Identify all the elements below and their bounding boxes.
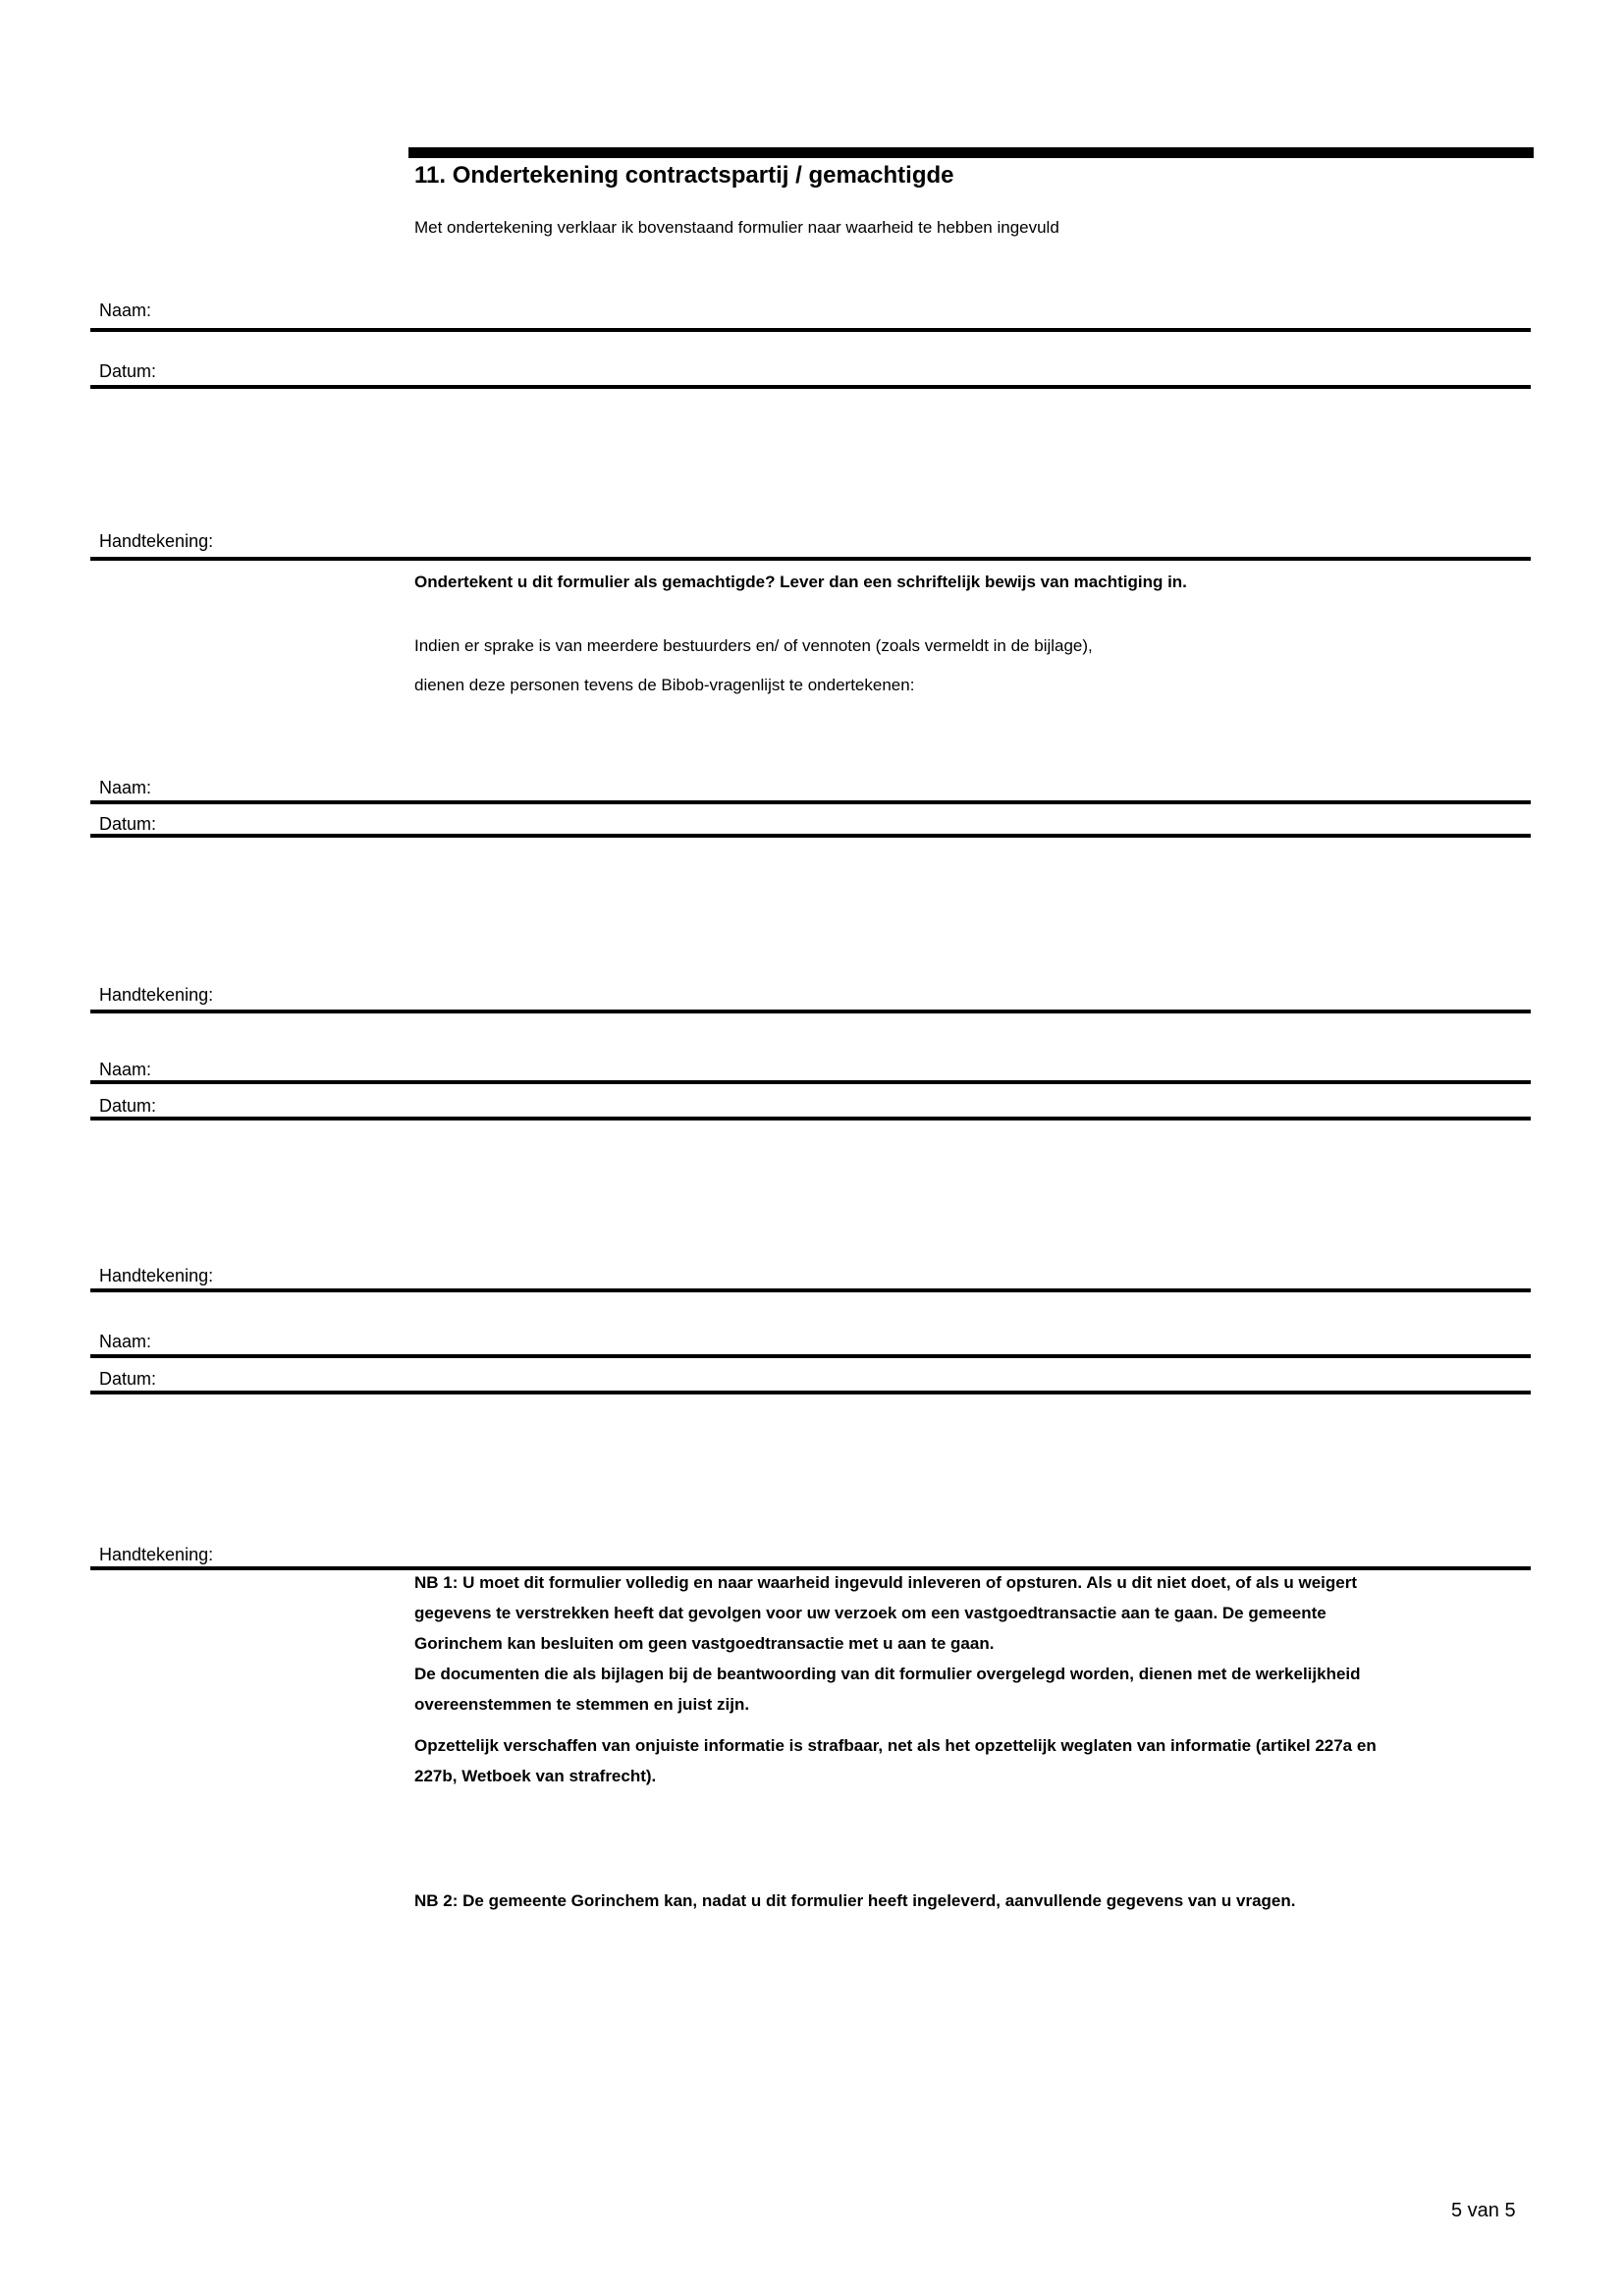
naam-label: Naam: [99, 778, 152, 797]
datum-label: Datum: [99, 1096, 157, 1116]
naam-field-line[interactable] [90, 328, 1531, 332]
nb1-line-5: overeenstemmen te stemmen en juist zijn. [414, 1695, 750, 1714]
handtekening-field-line[interactable] [90, 1288, 1531, 1292]
handtekening-label: Handtekening: [99, 985, 214, 1005]
nb1-line-1: NB 1: U moet dit formulier volledig en naar waarheid ingevuld inleveren of opsturen. Als u dit niet doet, of als u weigert [414, 1573, 1358, 1592]
datum-label: Datum: [99, 814, 157, 834]
naam-label: Naam: [99, 1332, 152, 1351]
datum-label: Datum: [99, 1369, 157, 1389]
handtekening-field-line[interactable] [90, 1566, 1531, 1570]
handtekening-field-line[interactable] [90, 1010, 1531, 1013]
naam-label: Naam: [99, 1060, 152, 1079]
handtekening-label: Handtekening: [99, 1545, 214, 1564]
naam-field-line[interactable] [90, 800, 1531, 804]
nb2-paragraph: NB 2: De gemeente Gorinchem kan, nadat u dit formulier heeft ingeleverd, aanvullende gegevens van u vragen. [414, 1891, 1296, 1910]
handtekening-label: Handtekening: [99, 1266, 214, 1285]
section-header-bar [408, 147, 1534, 158]
nb1-line-2: gegevens te verstrekken heeft dat gevolgen voor uw verzoek om een vastgoedtransactie aan te gaan. De gemeente [414, 1604, 1326, 1622]
datum-field-line[interactable] [90, 1391, 1531, 1394]
naam-label: Naam: [99, 301, 152, 320]
handtekening-field-line[interactable] [90, 557, 1531, 561]
datum-field-line[interactable] [90, 834, 1531, 838]
nb1-line-3: Gorinchem kan besluiten om geen vastgoedtransactie met u aan te gaan. [414, 1634, 995, 1653]
gemachtigde-note: Ondertekent u dit formulier als gemachtigde? Lever dan een schriftelijk bewijs van machtiging in. [414, 573, 1187, 591]
section-title: 11. Ondertekening contractspartij / gemachtigde [414, 162, 954, 189]
datum-field-line[interactable] [90, 1117, 1531, 1121]
naam-field-line[interactable] [90, 1080, 1531, 1084]
nb1-line-4: De documenten die als bijlagen bij de beantwoording van dit formulier overgelegd worden, dienen met de werkelijkheid [414, 1665, 1361, 1683]
meerdere-note-line-2: dienen deze personen tevens de Bibob-vragenlijst te ondertekenen: [414, 676, 915, 694]
strafbaar-line-2: 227b, Wetboek van strafrecht). [414, 1767, 657, 1785]
handtekening-label: Handtekening: [99, 531, 214, 551]
naam-field-line[interactable] [90, 1354, 1531, 1358]
datum-label: Datum: [99, 361, 157, 381]
page-number-indicator: 5 van 5 [1451, 2200, 1516, 2221]
intro-text: Met ondertekening verklaar ik bovenstaand formulier naar waarheid te hebben ingevuld [414, 218, 1059, 237]
meerdere-note-line-1: Indien er sprake is van meerdere bestuurders en/ of vennoten (zoals vermeldt in de bijlage), [414, 636, 1093, 655]
strafbaar-line-1: Opzettelijk verschaffen van onjuiste informatie is strafbaar, net als het opzettelijk weglaten van informatie (artikel 227a en [414, 1736, 1377, 1755]
datum-field-line[interactable] [90, 385, 1531, 389]
